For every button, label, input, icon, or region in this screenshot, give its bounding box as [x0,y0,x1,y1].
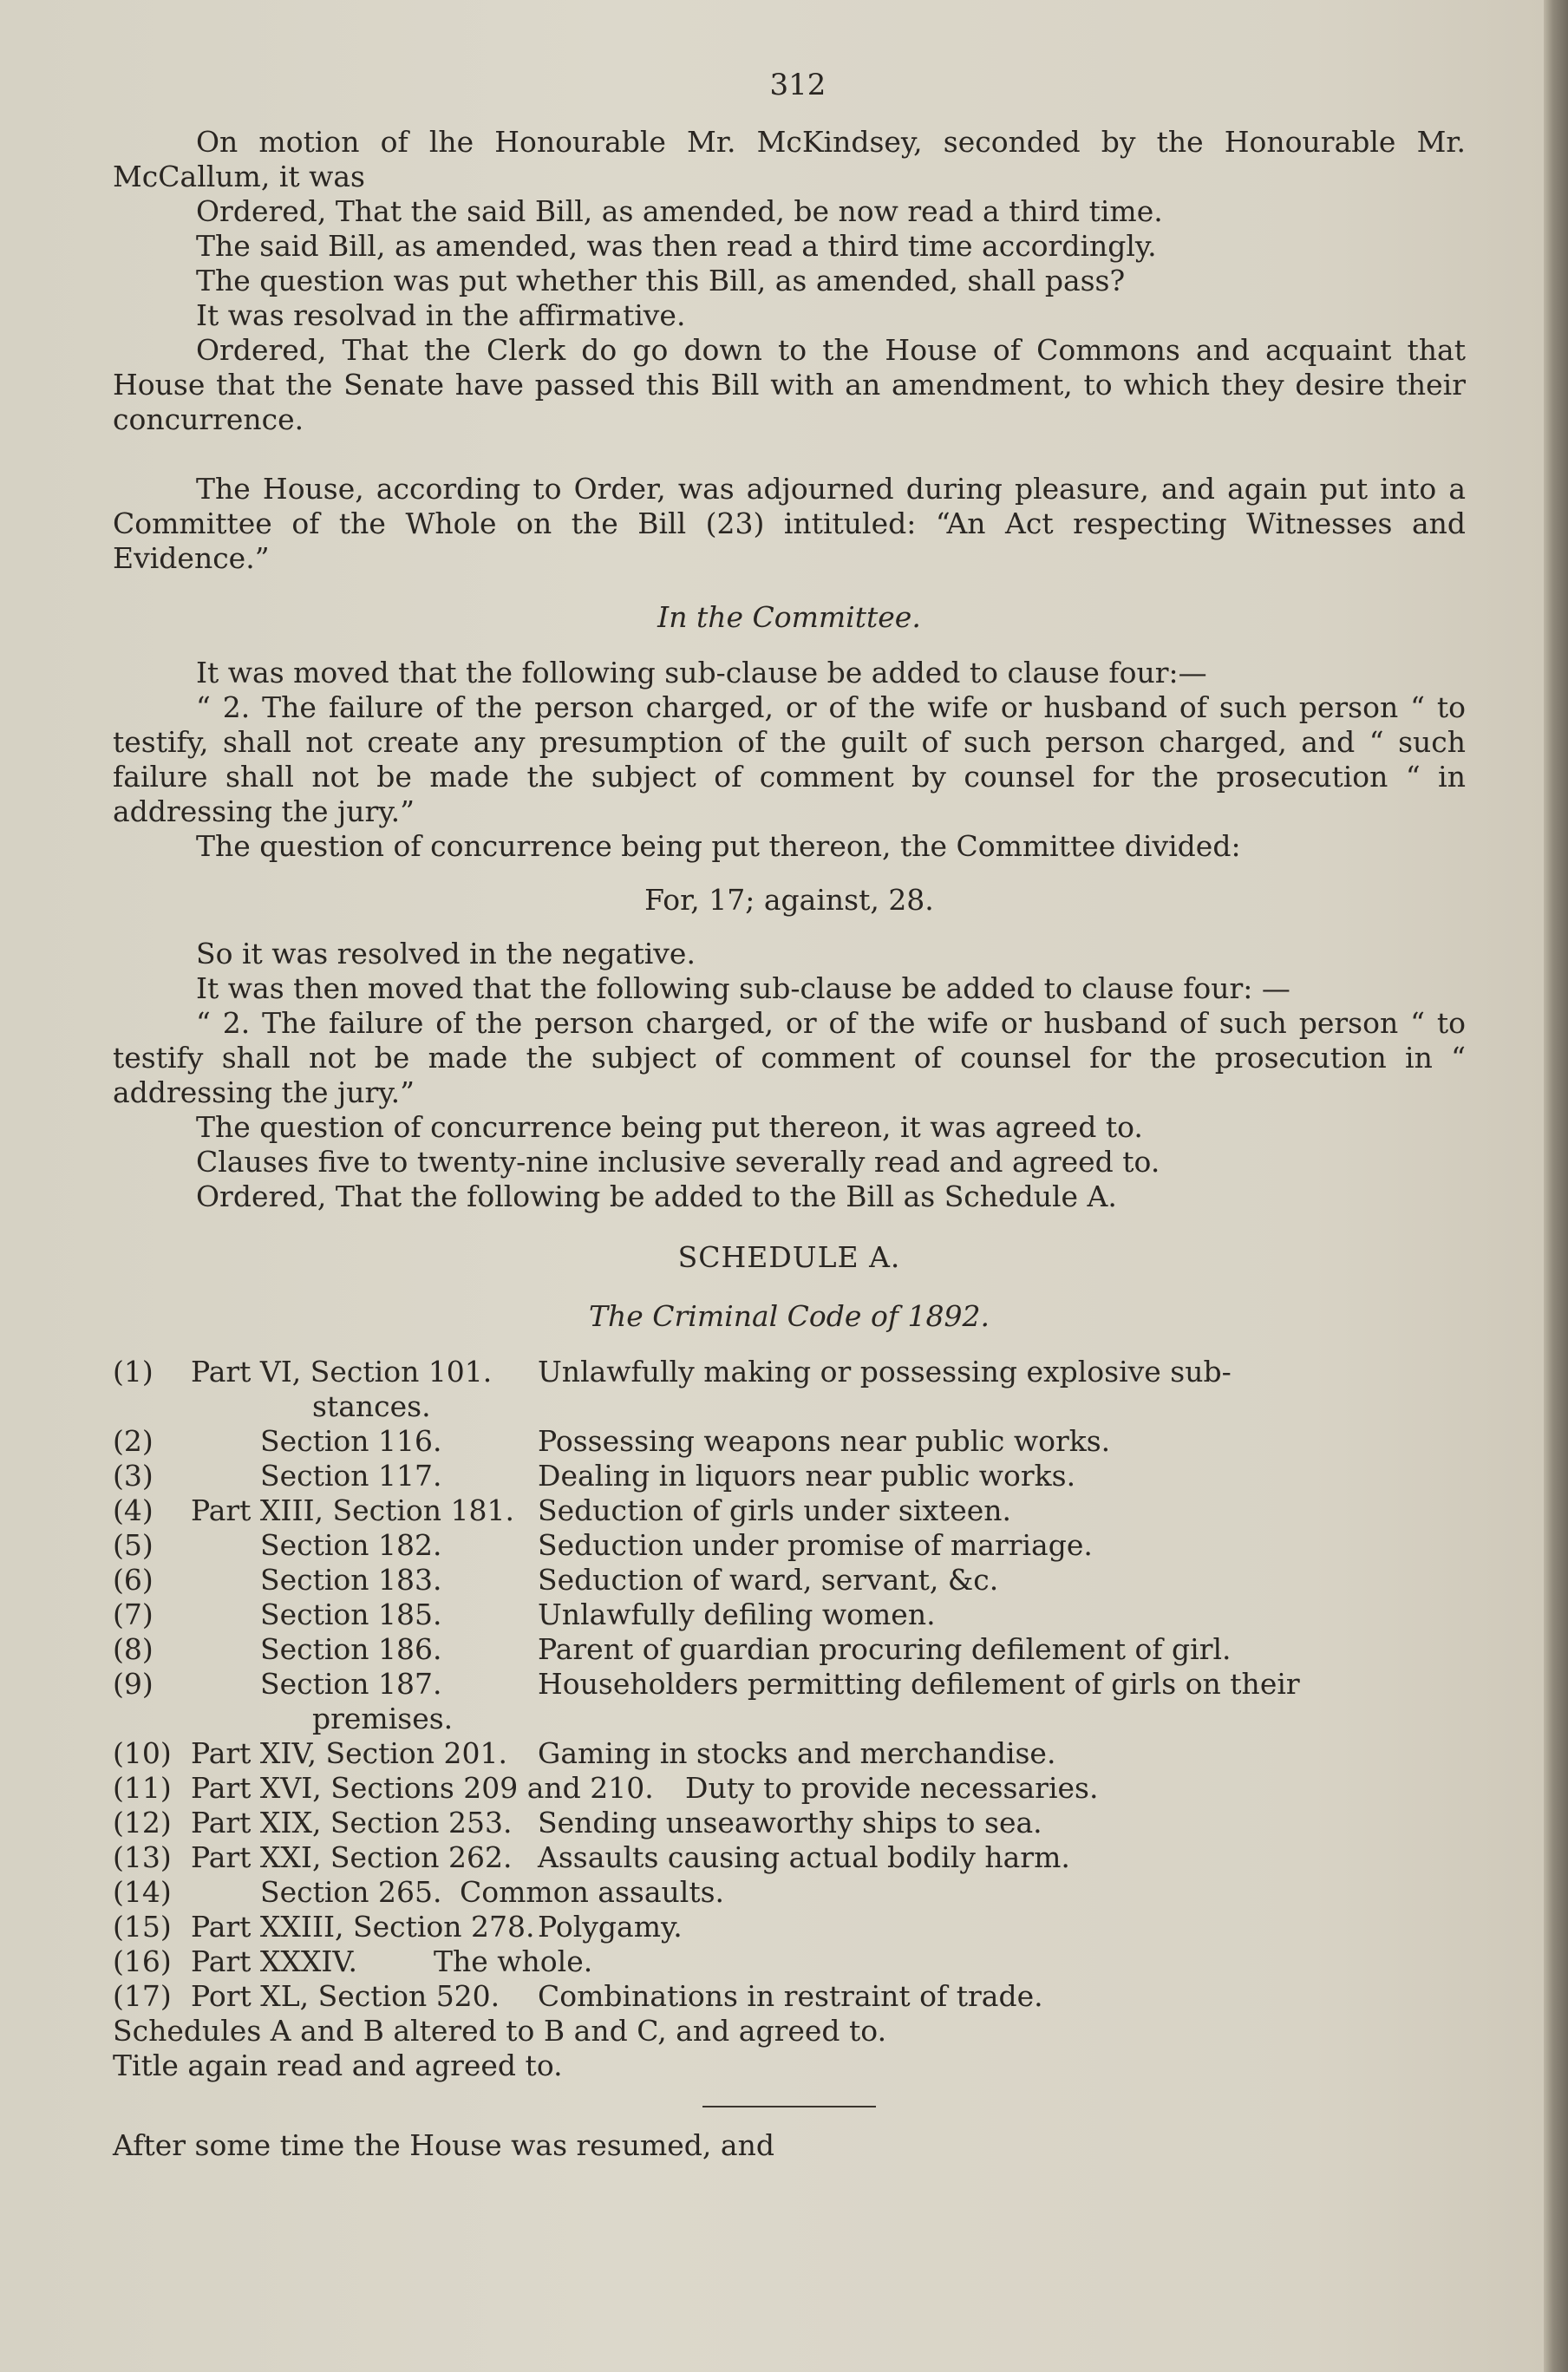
schedule-reference: Section 117. [260,1459,442,1493]
schedule-description: Parent of guardian procuring defilement of girl. [538,1632,1232,1666]
schedule-continuation: premises. [312,1702,454,1735]
house-resumed: After some time the House was resumed, and [113,2128,774,2162]
schedule-description: Duty to provide necessaries. [685,1771,1099,1805]
schedule-subtitle: The Criminal Code of 1892. [589,1299,990,1333]
question-statement: The question was put whether this Bill, as amended, shall pass? [196,264,1126,297]
schedule-reference: Part XIX, Section 253. [191,1806,513,1839]
schedule-reference: Section 185. [260,1598,442,1631]
schedule-reference: Port XL, Section 520. [191,1979,500,2013]
page-content [113,61,1466,2163]
second-motion: It was then moved that the following sub-clause be added to clause four: — [196,971,1290,1005]
title-read: Title again read and agreed to. [113,2049,563,2082]
schedule-number: (15) [113,1910,172,1944]
schedule-description: Gaming in stocks and merchandise. [538,1736,1056,1770]
schedule-description: Dealing in liquors near public works. [538,1459,1076,1493]
schedule-title: SCHEDULE A. [677,1240,901,1274]
schedule-description: Seduction of ward, servant, &c. [538,1563,999,1597]
schedule-reference: Part VI, Section 101. [191,1355,493,1389]
schedule-description: Unlawfully making or possessing explosive sub- [538,1355,1232,1389]
schedule-number: (6) [113,1563,154,1597]
schedule-reference: Section 183. [260,1563,442,1597]
schedule-description: Common assaults. [460,1875,725,1909]
schedule-description: Seduction of girls under sixteen. [538,1493,1012,1527]
motion-paragraph: On motion of lhe Honourable Mr. McKindsey, seconded by the Honourable Mr. McCallum, it was [113,125,1466,193]
schedule-number: (4) [113,1493,154,1527]
schedule-row [113,1979,1466,2014]
first-motion: It was moved that the following sub-clause be added to clause four:— [196,656,1207,689]
schedule-number: (14) [113,1875,172,1909]
schedules-altered: Schedules A and B altered to B and C, and agreed to. [113,2014,887,2048]
schedule-row [113,1910,1466,1944]
schedule-reference: Part XXXIV. [191,1944,357,1978]
schedule-reference: Section 265. [260,1875,442,1909]
negative-resolution: So it was resolved in the negative. [196,937,696,970]
schedule-list [113,1355,1466,2014]
schedule-row [113,1944,1466,1979]
second-sub-clause-quote: “ 2. The failure of the person charged, or of the wife or husband of such person “ to testify shall not be made the subject of comment of counsel for the prosecution in “ addressing the jury.” [113,1006,1466,1109]
schedule-row [113,1632,1466,1667]
section-divider [702,2106,876,2107]
schedule-row [113,1771,1466,1806]
division-result: For, 17; against, 28. [644,883,934,917]
schedule-reference: Section 186. [260,1632,442,1666]
clerk-order-paragraph: Ordered, That the Clerk do go down to the House of Commons and acquaint that House that the Senate have passed this Bill with an amendment, to which they desire their concurrence. [113,333,1466,436]
committee-heading: In the Committee. [657,600,921,634]
schedule-row [113,1840,1466,1875]
schedule-row [113,1806,1466,1840]
schedule-reference: Section 116. [260,1424,442,1458]
schedule-description: The whole. [434,1944,593,1978]
resolution-statement: It was resolvad in the affirmative. [196,298,686,332]
spacer [113,437,1466,472]
schedule-reference: Part XVI, Sections 209 and 210. [191,1771,654,1805]
schedule-row [113,1598,1466,1632]
schedule-reference: Part XIII, Section 181. [191,1493,515,1527]
schedule-row [113,1424,1466,1459]
schedule-number: (16) [113,1944,172,1978]
schedule-row [113,1355,1466,1389]
order-third-reading: Ordered, That the said Bill, as amended, be now read a third time. [196,194,1163,228]
third-reading-statement: The said Bill, as amended, was then read a third time accordingly. [196,229,1157,263]
schedule-description: Assaults causing actual bodily harm. [538,1840,1070,1874]
schedule-row [113,1528,1466,1563]
schedule-row [113,1493,1466,1528]
schedule-number: (12) [113,1806,172,1839]
clauses-statement: Clauses five to twenty-nine inclusive severally read and agreed to. [196,1145,1160,1179]
schedule-description: Seduction under promise of marriage. [538,1528,1093,1562]
page-number: 312 [769,68,826,102]
schedule-description: Householders permitting defilement of girls on their [538,1667,1300,1701]
schedule-number: (9) [113,1667,154,1701]
schedule-description: Polygamy. [538,1910,683,1944]
agreed-statement: The question of concurrence being put thereon, it was agreed to. [196,1110,1143,1144]
schedule-reference: Section 187. [260,1667,442,1701]
schedule-row [113,1563,1466,1598]
schedule-number: (5) [113,1528,154,1562]
schedule-order: Ordered, That the following be added to the Bill as Schedule A. [196,1179,1117,1213]
schedule-number: (13) [113,1840,172,1874]
schedule-description: Unlawfully defiling women. [538,1598,936,1631]
schedule-number: (10) [113,1736,172,1770]
book-binding-edge [1544,0,1568,2372]
schedule-description: Sending unseaworthy ships to sea. [538,1806,1042,1839]
schedule-reference: Part XXIII, Section 278. [191,1910,535,1944]
schedule-number: (3) [113,1459,154,1493]
schedule-description: Combinations in restraint of trade. [538,1979,1043,2013]
committee-paragraph: The House, according to Order, was adjourned during pleasure, and again put into a Committee of the Whole on the Bill (23) intituled: “An Act respecting Witnesses and Evidence.” [113,472,1466,575]
schedule-reference: Section 182. [260,1528,442,1562]
schedule-number: (1) [113,1355,154,1389]
schedule-number: (8) [113,1632,154,1666]
schedule-number: (11) [113,1771,172,1805]
schedule-number: (7) [113,1598,154,1631]
schedule-row [113,1875,1466,1910]
schedule-number: (17) [113,1979,172,2013]
first-sub-clause-quote: “ 2. The failure of the person charged, or of the wife or husband of such person “ to testify, shall not create any presumption of the guilt of such person charged, and “ such failure shall not be made the subject of comment by counsel for the prosecution “ in addressing the jury.” [113,690,1466,828]
schedule-reference: Part XXI, Section 262. [191,1840,513,1874]
schedule-row [113,1667,1466,1702]
schedule-row [113,1459,1466,1493]
schedule-reference: Part XIV, Section 201. [191,1736,508,1770]
schedule-description: Possessing weapons near public works. [538,1424,1111,1458]
concurrence-question: The question of concurrence being put thereon, the Committee divided: [196,829,1241,863]
schedule-continuation: stances. [312,1389,431,1423]
schedule-number: (2) [113,1424,154,1458]
schedule-row [113,1736,1466,1771]
